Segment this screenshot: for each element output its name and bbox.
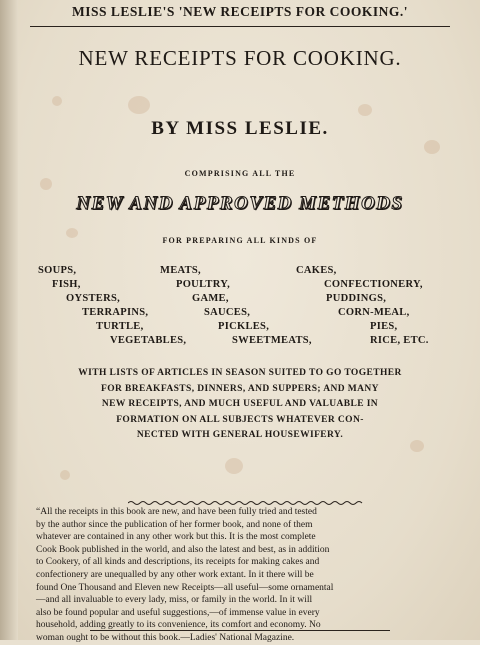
foxing-spot [60, 470, 70, 480]
foxing-spot [424, 140, 440, 154]
description-line: FOR BREAKFASTS, DINNERS, AND SUPPERS; AND MANY [101, 383, 379, 394]
food-item: SOUPS, [38, 265, 77, 276]
food-item: PICKLES, [218, 321, 270, 332]
food-item: VEGETABLES, [110, 335, 187, 346]
preparing-line: FOR PREPARING ALL KINDS OF [162, 236, 318, 245]
food-item: GAME, [192, 293, 229, 304]
review-line: woman ought to be without this book.—Ladies' National Magazine. [36, 632, 295, 643]
food-item: PIES, [370, 321, 398, 332]
review-line: by the author since the publication of her former book, and none of them [36, 519, 313, 530]
running-head: MISS LESLIE'S 'NEW RECEIPTS FOR COOKING.' [71, 4, 409, 19]
description-line: NECTED WITH GENERAL HOUSEWIFERY. [136, 430, 344, 440]
food-item: SAUCES, [204, 307, 251, 318]
food-item: FISH, [52, 279, 81, 290]
review-quote [36, 506, 456, 645]
food-item: CONFECTIONERY, [324, 279, 423, 290]
food-item: PUDDINGS, [326, 293, 387, 304]
description-line: FORMATION ON ALL SUBJECTS WHATEVER CON- [116, 414, 364, 425]
food-item: SWEETMEATS, [232, 335, 312, 346]
foxing-spot [225, 458, 243, 474]
food-item: OYSTERS, [66, 293, 121, 304]
description-block [30, 366, 450, 444]
review-line: —and all invaluable to every lady, miss, or family in the world. In it will [36, 595, 313, 606]
book-gutter [0, 0, 18, 640]
food-item: POULTRY, [176, 279, 231, 290]
food-item: CAKES, [296, 265, 337, 276]
bottom-rule [90, 630, 390, 631]
review-line: to Cookery, of all kinds and descriptions, its receipts for making cakes and [36, 557, 320, 568]
comprising-line: COMPRISING ALL THE [184, 169, 296, 178]
review-line: household, adding greatly to its convenience, its comfort and economy. No [36, 620, 321, 631]
food-item: MEATS, [160, 265, 201, 276]
description-line: WITH LISTS OF ARTICLES IN SEASON SUITED TO GO TOGETHER [78, 368, 402, 378]
foxing-spot [52, 96, 62, 106]
foxing-spot [128, 96, 150, 114]
foxing-spot [358, 104, 372, 116]
author-byline: BY MISS LESLIE. [151, 118, 329, 139]
food-item: TURTLE, [96, 321, 144, 332]
description-line: NEW RECEIPTS, AND MUCH USEFUL AND VALUABLE IN [101, 399, 379, 409]
review-line: “All the receipts in this book are new, and have been fully tried and tested [36, 507, 317, 517]
food-item: RICE, ETC. [370, 335, 429, 346]
food-item: CORN-MEAL, [338, 307, 410, 318]
review-line: whatever are contained in any other work but this. It is the most complete [36, 532, 316, 543]
ornate-heading: NEW AND APPROVED METHODS [76, 193, 404, 214]
review-line: Cook Book published in the world, and also the latest and best, as in addition [36, 544, 330, 555]
foxing-spot [40, 178, 52, 190]
review-line: found One Thousand and Eleven new Receipts—all useful—some ornamental [36, 582, 334, 593]
page-title: NEW RECEIPTS FOR COOKING. [78, 46, 402, 70]
review-line: also be found popular and useful suggestions,—of immense value in every [36, 607, 320, 618]
review-line: confectionery are unequalled by any other work extant. In it there will be [36, 569, 314, 580]
top-rule [30, 26, 450, 27]
food-item: TERRAPINS, [82, 307, 149, 318]
